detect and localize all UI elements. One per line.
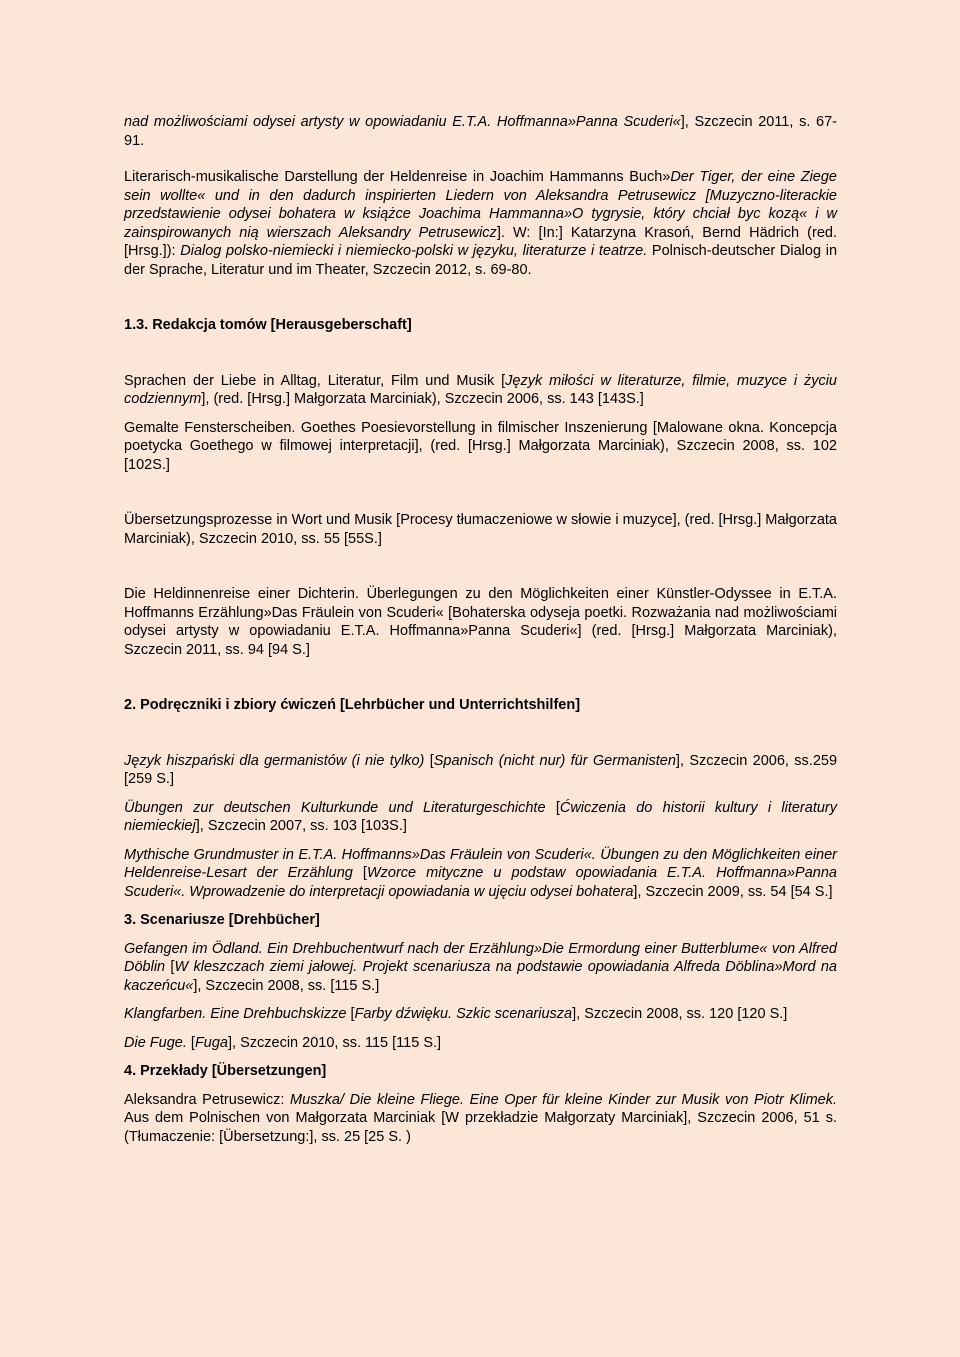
entry-title-run: nad możliwościami odysei artysty w opowiadaniu E.T.A. Hoffmanna»Panna Scuderi« <box>124 114 681 130</box>
entry-text-run: [ <box>346 1006 355 1022</box>
entry-text-run: Übersetzungsprozesse in Wort und Musik [ <box>124 512 401 528</box>
entry-text-run: Bohaterska odyseja poetki. Rozważania nad możliwościami odysei artysty w opowiadaniu E.T.A. Hoffmanna»Panna Scuderi« <box>124 604 837 639</box>
bibliography-entry <box>124 113 837 150</box>
entry-title-run: Klangfarben. Eine Drehbuchskizze <box>124 1006 347 1022</box>
entry-title-run: Język hiszpański dla germanistów (i nie tylko) <box>124 752 425 769</box>
bibliography-entry <box>124 846 837 902</box>
spacer <box>124 1024 837 1034</box>
entry-title-run: Spanisch (nicht nur) für Germanisten <box>433 752 676 769</box>
entry-title-run: Fuga <box>194 1034 228 1051</box>
entry-text-run: ], (red. [Hrsg.] Małgorzata Marciniak), Szczecin 2010, ss. 55 [55S.] <box>124 512 837 547</box>
entry-text-run: 1.3. Redakcja tomów [Herausgeberschaft] <box>124 317 412 333</box>
bibliography-entry <box>124 419 837 475</box>
entry-text-run: Sprachen der Liebe in Alltag, Literatur, Film und Musik [ <box>124 372 506 389</box>
spacer <box>124 474 837 511</box>
entry-title-run: W kleszczach ziemi jałowej. Projekt scenariusza na podstawie opowiadania Alfreda Döblina»Mord na kaczeńcu« <box>124 959 837 994</box>
entry-text-run: Gemalte Fensterscheiben. Goethes Poesievorstellung in filmischer Inszenierung [ <box>124 419 657 436</box>
entry-text-run: ], Szczecin 2010, ss. 115 [115 S.] <box>228 1034 442 1051</box>
entry-title-run: Farby dźwięku. Szkic scenariusza <box>354 1006 573 1022</box>
entry-text-run: ], Szczecin 2009, ss. 54 [54 S.] <box>633 883 833 900</box>
entry-title-run: Wzorce mityczne u podstaw opowiadania E.T.A. Hoffmanna»Panna Scuderi«. Wprowadzenie do interpretacji opowiadania w ujęciu odysei bohatera <box>124 865 837 900</box>
document-body <box>124 113 837 1146</box>
spacer <box>124 279 837 316</box>
bibliography-entry <box>124 1005 837 1024</box>
spacer <box>124 930 837 940</box>
bibliography-entry <box>124 1034 837 1053</box>
spacer <box>124 789 837 799</box>
entry-text-run: ], Szczecin 2011, s. 67-91. <box>124 114 838 149</box>
spacer <box>124 335 837 372</box>
bibliography-entry <box>124 168 837 279</box>
entry-text-run: Literarisch-musikalische Darstellung der Heldenreise in Joachim Hammanns Buch» <box>124 169 671 185</box>
entry-text-run: 3. Scenariusze [Drehbücher] <box>124 912 320 928</box>
spacer <box>124 659 837 696</box>
entry-text-run: ] (red. [Hrsg.] Małgorzata Marciniak), Szczecin 2011, ss. 94 [94 S.] <box>124 623 837 658</box>
bibliography-entry <box>124 1091 837 1147</box>
bibliography-entry <box>124 372 837 409</box>
entry-text-run: ], (red. [Hrsg.] Małgorzata Marciniak), Szczecin 2008, ss. 102 [102S.] <box>124 438 837 473</box>
entry-text-run: ], Szczecin 2006, ss.259 [259 S.] <box>124 752 838 787</box>
spacer <box>124 548 837 585</box>
section-heading-4 <box>124 1062 837 1081</box>
entry-text-run: [ <box>545 799 560 816</box>
entry-text-run: [ <box>424 752 434 769</box>
bibliography-entry <box>124 511 837 548</box>
spacer <box>124 409 837 419</box>
section-heading-2 <box>124 696 837 715</box>
entry-title-run: Übungen zur deutschen Kulturkunde und Literaturgeschichte <box>124 799 546 816</box>
entry-text-run: Procesy tłumaczeniowe w słowie i muzyce <box>400 512 673 528</box>
entry-text-run: ], Szczecin 2008, ss. [115 S.] <box>193 977 380 994</box>
entry-text-run: [ <box>186 1034 195 1051</box>
entry-text-run: ], (red. [Hrsg.] Małgorzata Marciniak), Szczecin 2006, ss. 143 [143S.] <box>201 391 644 407</box>
entry-title-run: Ćwiczenia do historii kultury i literatury niemieckiej <box>124 799 838 834</box>
bibliography-entry <box>124 799 837 836</box>
spacer <box>124 995 837 1005</box>
spacer <box>124 1081 837 1091</box>
spacer <box>124 1052 837 1062</box>
entry-title-run: Der Tiger, der eine Ziege sein wollte« und in den dadurch inspirierten Liedern von Aleksandra Petrusewicz [Muzyczno-literackie przedstawienie odysei bohatera w książce Joachima Hammanna»O tygrysie, który chciał byc kozą« i w zainspirowanych nią wierszach Aleksandry Petrusewicz <box>124 169 837 241</box>
entry-text-run: 2. Podręczniki i zbiory ćwiczeń [Lehrbücher und Unterrichtshilfen] <box>124 697 581 713</box>
entry-title-run: Mythische Grundmuster in E.T.A. Hoffmanns»Das Fräulein von Scuderi«. Übungen zu den Möglichkeiten einer Heldenreise-Lesart der Erzählung <box>124 846 837 881</box>
bibliography-entry <box>124 752 837 789</box>
entry-title-run: Język miłości w literaturze, filmie, muzyce i życiu codziennym <box>124 372 837 407</box>
entry-text-run: Polnisch-deutscher Dialog in der Sprache, Literatur und im Theater, Szczecin 2012, s. 69-80. <box>124 243 838 278</box>
entry-title-run: Die Fuge. <box>124 1034 187 1051</box>
spacer <box>124 901 837 911</box>
entry-text-run: 4. Przekłady [Übersetzungen] <box>124 1063 327 1079</box>
entry-text-run: Die Heldinnenreise einer Dichterin. Überlegungen zu den Möglichkeiten einer Künstler-Odyssee in E.T.A. Hoffmanns Erzählung»Das Fräulein von Scuderi« [ <box>124 586 837 621</box>
section-heading-3 <box>124 911 837 930</box>
entry-text-run: [ <box>352 865 367 881</box>
entry-text-run: Aleksandra Petrusewicz: <box>124 1091 290 1108</box>
entry-title-run: Gefangen im Ödland. Ein Drehbuchentwurf nach der Erzählung»Die Ermordung einer Butterblume« von Alfred Döblin <box>124 940 837 975</box>
entry-title-run: Dialog polsko-niemiecki i niemiecko-polski w języku, literaturze i teatrze. <box>180 243 648 259</box>
entry-text-run: ]. W: [In:] Katarzyna Krasoń, Bernd Hädrich (red. [Hrsg.]): <box>124 224 837 259</box>
bibliography-entry <box>124 585 837 659</box>
bibliography-entry <box>124 940 837 996</box>
entry-text-run: [ <box>165 959 175 975</box>
entry-text-run: Aus dem Polnischen von Małgorzata Marciniak [W przekładzie Małgorzaty Marciniak], Szczecin 2006, 51 s. (Tłumaczenie: [Übersetzung:], ss. 25 [25 S. ) <box>124 1110 837 1145</box>
spacer <box>124 715 837 752</box>
spacer <box>124 836 837 846</box>
entry-text-run: ], Szczecin 2008, ss. 120 [120 S.] <box>572 1006 788 1022</box>
section-heading-1-3 <box>124 316 837 335</box>
entry-text-run: ], Szczecin 2007, ss. 103 [103S.] <box>195 818 407 834</box>
entry-title-run: Muszka/ Die kleine Fliege. Eine Oper für kleine Kinder zur Musik von Piotr Klimek. <box>290 1091 838 1108</box>
entry-text-run: Malowane okna. Koncepcja poetycka Goethego w filmowej interpretacji <box>124 419 837 454</box>
